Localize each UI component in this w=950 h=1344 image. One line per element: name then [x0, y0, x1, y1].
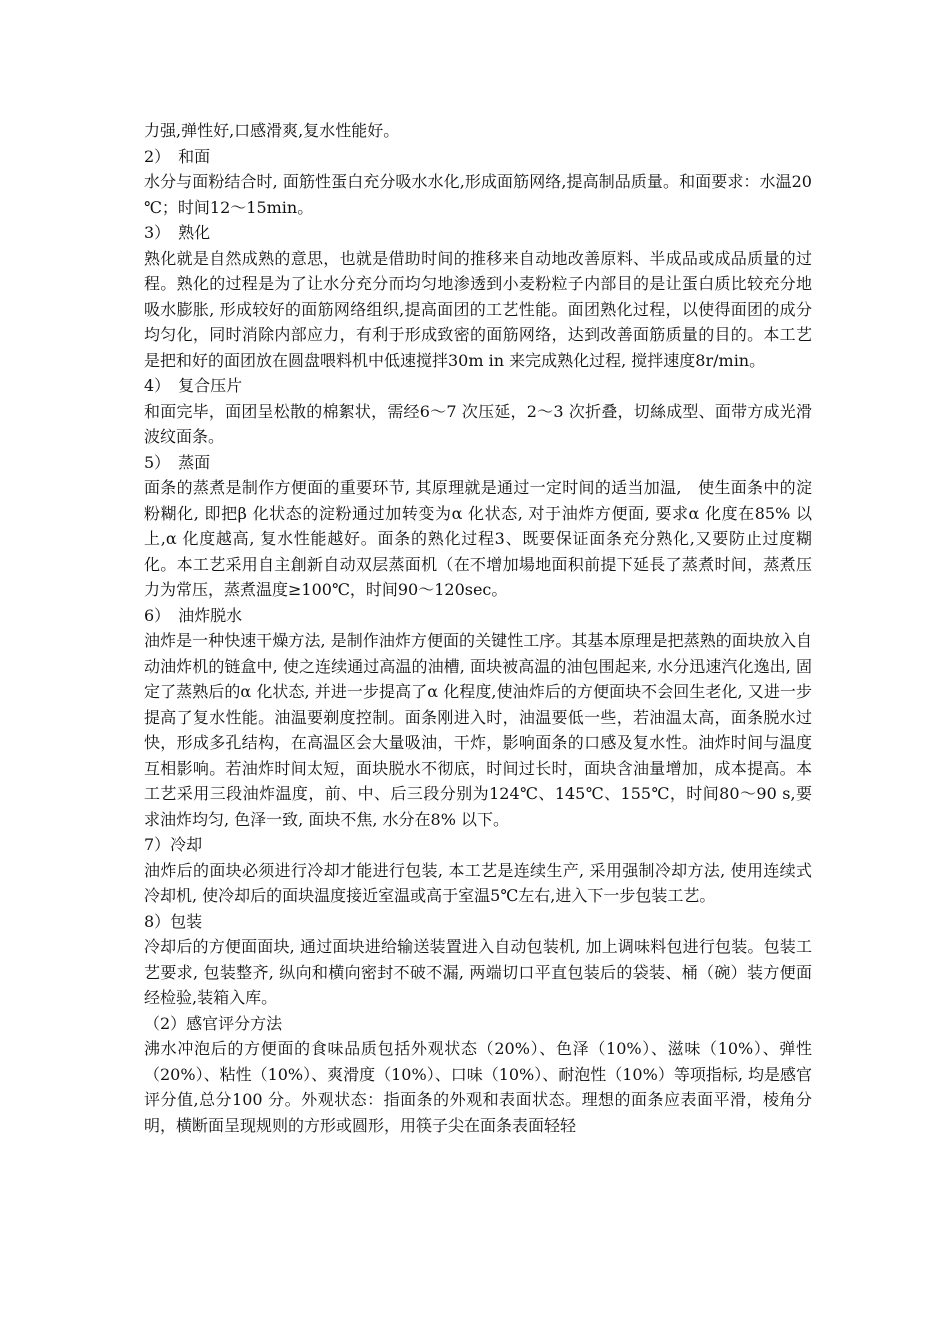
paragraph-packaging: 冷却后的方便面面块, 通过面块进给输送装置进入自动包装机, 加上调味料包进行包装。包装工艺要求, 包装整齐, 纵向和横向密封不破不漏, 两端切口平直包装后的袋装、桶（碗）装方便面经检验,装箱入库。 — [144, 937, 812, 1007]
paragraph-frying: 油炸是一种快速干燥方法, 是制作油炸方便面的关键性工序。其基本原理是把蒸熟的面块放入自动油炸机的链盒中, 使之连续通过高温的油槽, 面块被高温的油包围起来, 水分迅速汽化逸出, 固定了蒸熟后的α 化状态, 并进一步提高了α 化程度,使油炸后的方便面块不会回生老化, 又进一步提高了复水性能。油温要剃度控制。面条刚进入时，油温要低一些，若油温太高，面条脱水过快，形成多孔结构，在高温区会大量吸油，干炸，影响面条的口感及复水性。油炸时间与温度互相影响。若油炸时间太短，面块脱水不彻底，时间过长时，面块含油量增加，成本提高。本工艺采用三段油炸温度，前、中、后三段分别为124℃、145℃、155℃，时间80～90 s,要求油炸均匀, 色泽一致, 面块不焦, 水分在8% 以下。 — [144, 631, 812, 829]
section-heading-cooling: 7）冷却 — [144, 835, 203, 854]
document-body — [144, 118, 812, 1138]
section-heading-steaming: 5） 蒸面 — [144, 452, 211, 472]
section-heading-frying: 6） 油炸脱水 — [144, 605, 243, 625]
section-heading-packaging: 8）包装 — [144, 911, 203, 931]
paragraph-mixing: 水分与面粉结合时, 面筋性蛋白充分吸水水化,形成面筋网络,提高制品质量。和面要求：水温20 ℃；时间12～15min。 — [144, 172, 812, 217]
section-heading-sensory-evaluation: （2）感官评分方法 — [144, 1013, 283, 1033]
paragraph-sheeting: 和面完毕，面团呈松散的棉絮状，需经6～7 次压延，2～3 次折叠，切絲成型、面带方成光滑波纹面条。 — [144, 401, 812, 446]
paragraph-sensory-evaluation: 沸水冲泡后的方便面的食味品质包括外观状态（20%）、色泽（10%）、滋味（10%）、弹性（20%）、粘性（10%）、爽滑度（10%）、口味（10%）、耐泡性（10%）等项指标, 均是感官评分值,总分100 分。外观状态：指面条的外观和表面状态。理想的面条应表面平滑，棱角分明，横断面呈现规则的方形或圆形，用筷子尖在面条表面轻轻 — [144, 1039, 812, 1135]
paragraph-cooling: 油炸后的面块必须进行冷却才能进行包装, 本工艺是连续生产, 采用强制冷却方法, 使用连续式冷却机, 使冷却后的面块温度接近室温或高于室温5℃左右,进入下一步包装工艺。 — [144, 860, 812, 905]
section-heading-sheeting: 4） 复合压片 — [144, 376, 243, 395]
paragraph-continuation: 力强,弹性好,口感滑爽,复水性能好。 — [144, 121, 400, 140]
paragraph-maturing: 熟化就是自然成熟的意思，也就是借助时间的推移来自动地改善原料、半成品或成品质量的过程。熟化的过程是为了让水分充分而均匀地渗透到小麦粉粒子内部目的是让蛋白质比较充分地吸水膨胀, 形成较好的面筋网络组织,提高面团的工艺性能。面团熟化过程，以使得面团的成分均匀化，同时消除内部应力，有利于形成致密的面筋网络，达到改善面筋质量的目的。本工艺是把和好的面团放在圆盘喂料机中低速搅拌30m in 来完成熟化过程, 搅拌速度8r/min。 — [144, 248, 812, 370]
section-heading-maturing: 3） 熟化 — [144, 223, 211, 242]
paragraph-steaming: 面条的蒸煮是制作方便面的重要环节, 其原理就是通过一定时间的适当加温, 使生面条中的淀粉糊化, 即把β 化状态的淀粉通过加转变为α 化状态, 对于油炸方便面, 要求α 化度在85% 以上,α 化度越高, 复水性能越好。面条的熟化过程3、既要保证面条充分熟化,又要防止过度糊化。本工艺采用自主創新自动双层蒸面机（在不增加場地面积前提下延長了蒸煮时间，蒸煮压力为常压，蒸煮温度≥100℃，时间90～120sec。 — [144, 478, 812, 599]
section-heading-mixing: 2） 和面 — [144, 146, 211, 166]
